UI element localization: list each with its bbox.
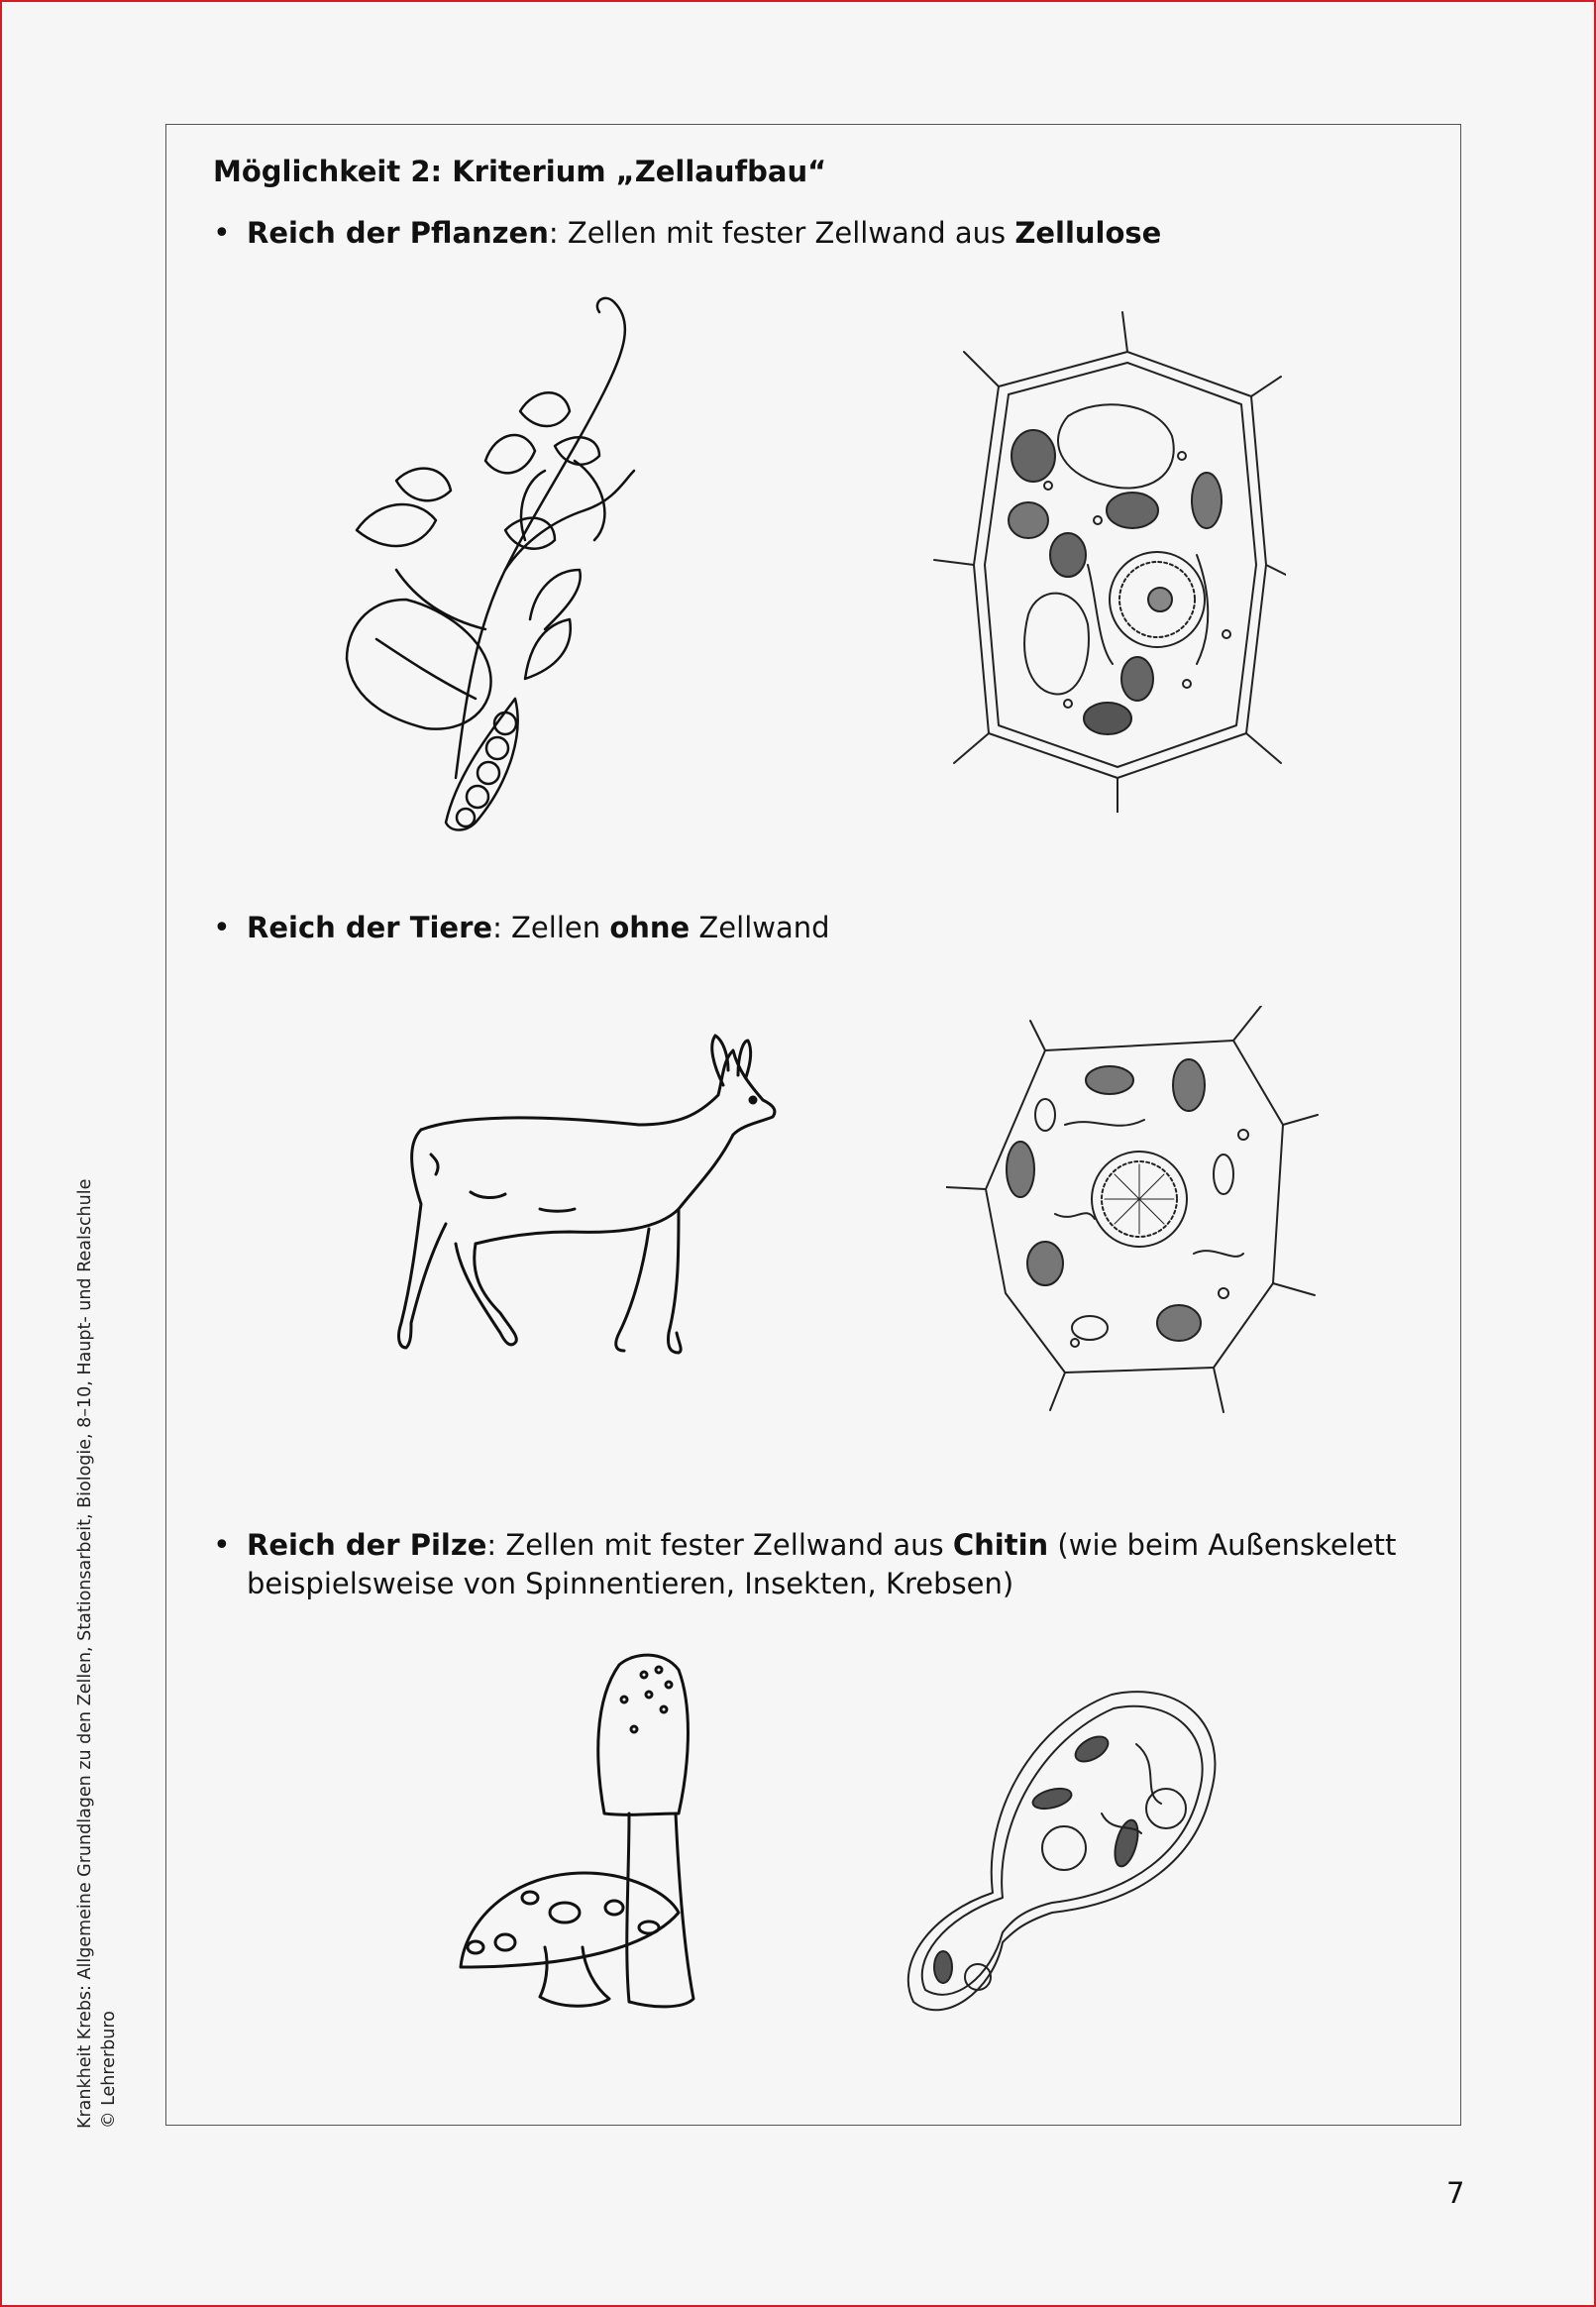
mushrooms-illustration (446, 1650, 743, 2022)
description-text: : Zellen mit fester Zellwand aus (548, 216, 1015, 250)
bullet-dot: • (213, 1528, 231, 1563)
bullet-plants (213, 214, 1422, 253)
kingdom-name: Reich der Pflanzen (247, 216, 549, 250)
plant-cell-illustration (929, 307, 1286, 813)
description-text-after: (wie beim Außenskelett beispielsweise von Spinnentieren, Insekten, Krebsen) (247, 1528, 1397, 1600)
page-number: 7 (1446, 2176, 1465, 2210)
side-note (73, 1179, 121, 2129)
bullet-dot: • (213, 216, 231, 251)
deer-illustration (381, 1016, 812, 1387)
emphasis-text: Zellulose (1014, 216, 1162, 250)
kingdom-name: Reich der Pilze (247, 1528, 487, 1562)
pea-plant-illustration (327, 282, 644, 847)
yeast-cell-illustration (904, 1685, 1225, 2022)
description-text: : Zellen mit fester Zellwand aus (486, 1528, 953, 1562)
emphasis-text: ohne (609, 911, 691, 944)
description-text: : Zellen (492, 911, 610, 944)
kingdom-name: Reich der Tiere (247, 911, 493, 944)
side-note-line1: Krankheit Krebs: Allgemeine Grundlagen zu den Zellen, Stationsarbeit, Biologie, 8–10, Haupt- und Realschule (75, 1178, 95, 2129)
page-heading: Möglichkeit 2: Kriterium „Zellaufbau“ (213, 155, 827, 188)
side-note-line2: © Lehrerburo (99, 2011, 119, 2129)
animal-cell-illustration (946, 1006, 1323, 1422)
emphasis-text: Chitin (952, 1528, 1049, 1562)
bullet-fungi (213, 1526, 1422, 1603)
description-text-after: Zellwand (690, 911, 830, 944)
bullet-dot: • (213, 911, 231, 945)
bullet-animals (213, 909, 1422, 947)
